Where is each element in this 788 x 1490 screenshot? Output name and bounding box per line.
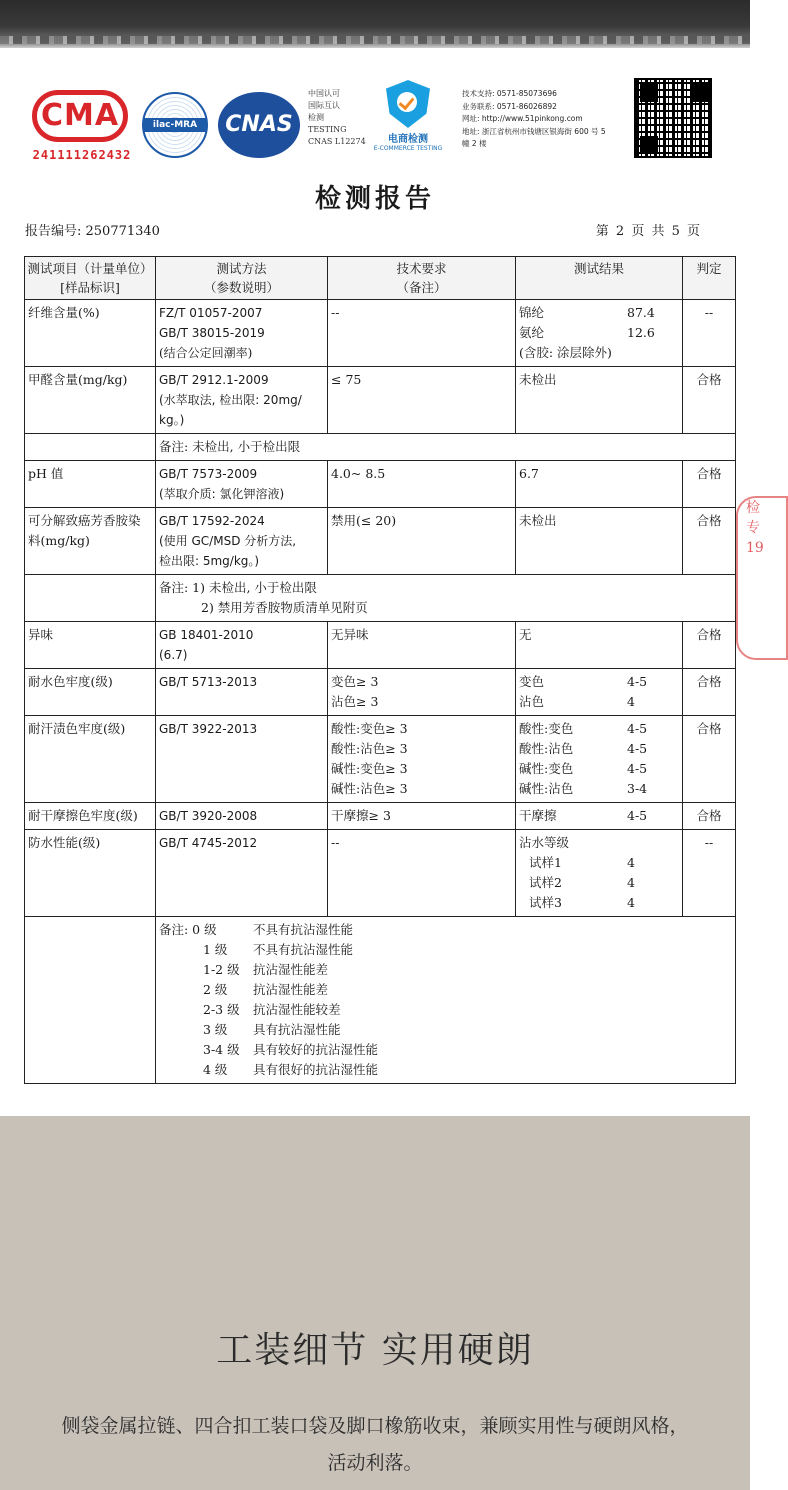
cnas-caption: 中国认可 国际互认 检测 TESTING CNAS L12274 xyxy=(308,89,366,146)
ilac-mra-logo: ilac-MRA xyxy=(142,92,208,158)
table-row: 纤维含量(%) FZ/T 01057-2007 GB/T 38015-2019 (结合公定回潮率) -- 锦纶 87.4 氨纶 12.6 (含胶: 涂层除外) -- xyxy=(25,300,736,367)
table-row: 耐干摩擦色牢度(级) GB/T 3920-2008 干摩擦≥ 3 干摩擦 4-5 合格 xyxy=(25,803,736,830)
col-header-requirement: 技术要求 （备注） xyxy=(328,257,516,300)
lab-contact-info: 技术支持: 0571-85073696 业务联系: 0571-86026892 网址: http://www.51pinkong.com 地址: 浙江省杭州市钱塘区银海街 600 号 5 幢 2 楼 xyxy=(462,89,606,148)
table-row: 耐水色牢度(级) GB/T 5713-2013 变色≥ 3 沾色≥ 3 变色 4-5 沾色 4 合格 xyxy=(25,669,736,716)
col-header-verdict: 判定 xyxy=(683,257,736,300)
col-header-item: 测试项目（计量单位） [样品标识] xyxy=(25,257,156,300)
test-results-table xyxy=(24,256,736,1084)
test-report xyxy=(0,48,764,1116)
section-title: 工装细节 实用硬朗 xyxy=(216,1330,534,1371)
table-row: 可分解致癌芳香胺染料(mg/kg) GB/T 17592-2024 (使用 GC/MSD 分析方法, 检出限: 5mg/kg。) 禁用(≤ 20) 未检出 合格 xyxy=(25,508,736,575)
certification-logos xyxy=(22,78,732,188)
col-header-result: 测试结果 xyxy=(516,257,683,300)
ecommerce-testing-logo: 电商检测 E-COMMERCE TESTING xyxy=(368,80,448,152)
table-note-row: 备注: 0 级 不具有抗沾湿性能 1 级 不具有抗沾湿性能 1-2 级 抗沾湿性能差 2 级 抗沾湿性能差 2-3 级 抗沾湿性能较差 3 级 具有抗沾湿性能 3-4 级 具有较好的抗沾湿性能 4 级 具有很好的抗沾湿性能 xyxy=(25,917,736,1084)
table-row: 异味 GB 18401-2010 (6.7) 无异味 无 合格 xyxy=(25,622,736,669)
cma-number: 241111262432 xyxy=(32,148,132,162)
report-title: 检测报告 xyxy=(314,184,435,214)
cma-logo: CMA 241111262432 xyxy=(32,90,132,162)
official-seal: 检 专 19 xyxy=(736,496,788,660)
table-header-row xyxy=(25,257,736,300)
page-indicator: 第 2 页 共 5 页 xyxy=(595,224,700,239)
report-number: 报告编号: 250771340 xyxy=(25,224,160,239)
table-note-row: 备注: 1) 未检出, 小于检出限 2) 禁用芳香胺物质清单见附页 xyxy=(25,575,736,622)
shield-check-icon xyxy=(386,80,430,128)
qr-code-icon xyxy=(634,78,712,158)
top-dark-banner xyxy=(0,0,750,48)
table-row: 防水性能(级) GB/T 4745-2012 -- 沾水等级 试样1 4 试样2 4 试样3 4 -- xyxy=(25,830,736,917)
table-row: 耐汗渍色牢度(级) GB/T 3922-2013 酸性:变色≥ 3 酸性:沾色≥ 3 碱性:变色≥ 3 碱性:沾色≥ 3 酸性:变色 4-5 酸性:沾色 4-5 碱性:变色 4-5 碱性:沾色 3-4 合格 xyxy=(25,716,736,803)
cnas-logo: CNAS xyxy=(218,92,300,158)
section-description: 侧袋金属拉链、四合扣工装口袋及脚口橡筋收束，兼顾实用性与硬朗风格，活动利落。 xyxy=(61,1415,689,1474)
col-header-method: 测试方法 （参数说明） xyxy=(156,257,328,300)
table-row: pH 值 GB/T 7573-2009 (萃取介质: 氯化钾溶液) 4.0~ 8.5 6.7 合格 xyxy=(25,461,736,508)
feature-section xyxy=(0,1116,750,1490)
table-note-row: 备注: 未检出, 小于检出限 xyxy=(25,434,736,461)
table-row: 甲醛含量(mg/kg) GB/T 2912.1-2009 (水萃取法, 检出限: 20mg/ kg。) ≤ 75 未检出 合格 xyxy=(25,367,736,434)
